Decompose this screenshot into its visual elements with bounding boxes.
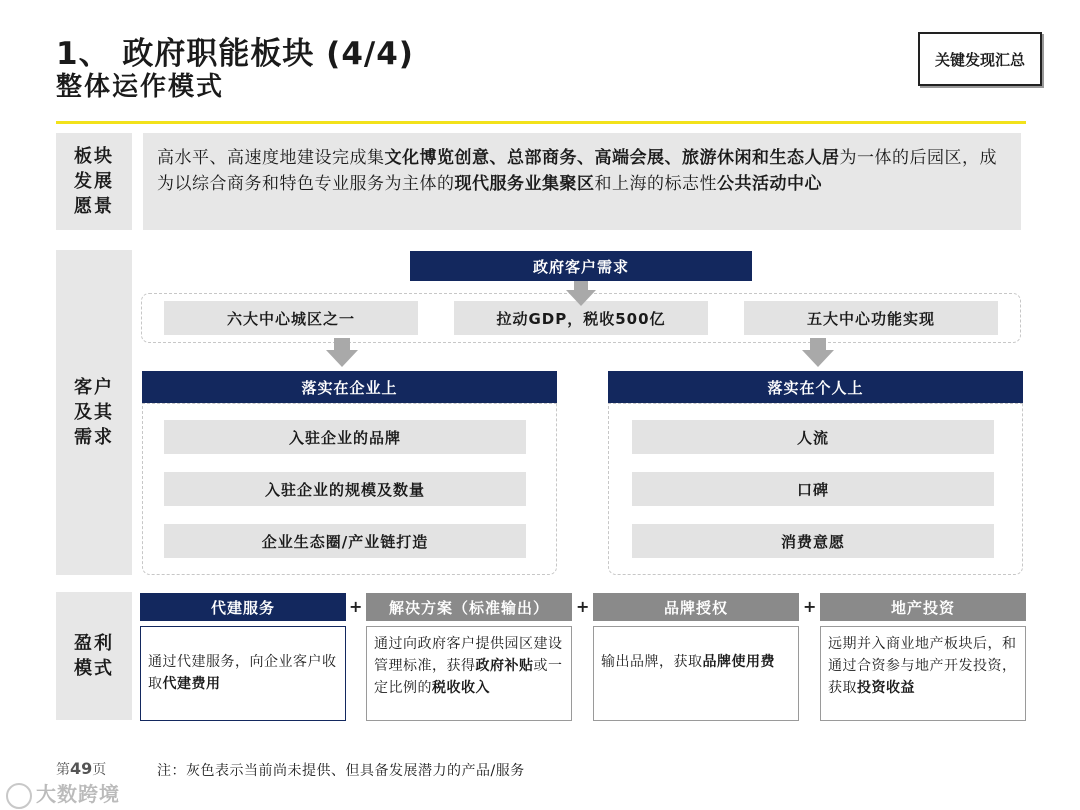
revenue-desc-bold: 政府补贴 xyxy=(475,658,534,674)
plus-sign: + xyxy=(803,597,817,616)
enterprise-item: 入驻企业的规模及数量 xyxy=(164,472,526,506)
vision-text-part: 和上海的标志性 xyxy=(594,174,717,194)
revenue-desc-text: 通过代建服务，向企业客户收取 xyxy=(148,654,337,692)
watermark xyxy=(6,778,120,809)
vision-text-part: 高水平、高速度地建设完成集 xyxy=(157,148,385,168)
individual-item: 人流 xyxy=(632,420,994,454)
revenue-desc-text: 输出品牌，获取 xyxy=(601,654,703,670)
vision-text xyxy=(143,133,1021,230)
revenue-desc-bold: 投资收益 xyxy=(857,680,915,696)
title-divider xyxy=(56,121,1026,124)
customer-label-line: 及其 xyxy=(74,402,114,423)
revenue-desc-bold: 代建费用 xyxy=(162,676,221,692)
page-subtitle: 整体运作模式 xyxy=(56,72,225,102)
revenue-desc-text: 通过向政府客户提供园区建设管理标准，获得 xyxy=(374,636,563,674)
revenue-desc-bold: 税收收入 xyxy=(432,680,490,696)
vision-text-part: 为一体的后园区，成为以综合商务和特色专业服务为主体的 xyxy=(157,148,997,194)
individual-header: 落实在个人上 xyxy=(608,371,1023,403)
vision-text-bold: 公共活动中心 xyxy=(717,174,822,194)
customer-label-line: 客户 xyxy=(74,377,114,398)
need-pill: 拉动GDP，税收500亿 xyxy=(454,301,708,335)
need-pill: 五大中心功能实现 xyxy=(744,301,998,335)
plus-sign: + xyxy=(576,597,590,616)
revenue-desc-solution xyxy=(366,626,572,721)
vision-text-bold: 文化博览创意、总部商务、高端会展、旅游休闲和生态人居 xyxy=(384,148,840,168)
revenue-header-realestate: 地产投资 xyxy=(820,593,1026,621)
vision-label-line: 板块 xyxy=(74,146,114,167)
revenue-label-line: 模式 xyxy=(74,658,114,679)
watermark-logo-icon xyxy=(6,783,32,809)
customer-side-label xyxy=(56,250,132,575)
plus-sign: + xyxy=(349,597,363,616)
revenue-label-line: 盈利 xyxy=(74,633,114,654)
revenue-desc-text: 远期并入商业地产板块后，和通过合资参与地产开发投资，获取 xyxy=(828,636,1017,696)
vision-side-label xyxy=(56,133,132,230)
revenue-desc-bold: 品牌使用费 xyxy=(702,654,775,670)
key-findings-button[interactable]: 关键发现汇总 xyxy=(918,32,1042,86)
revenue-desc-text: 或一定比例的 xyxy=(374,658,563,696)
enterprise-item: 企业生态圈/产业链打造 xyxy=(164,524,526,558)
revenue-side-label xyxy=(56,592,132,720)
vision-label-line: 愿景 xyxy=(74,196,114,217)
vision-label-line: 发展 xyxy=(74,171,114,192)
vision-text-bold: 现代服务业集聚区 xyxy=(454,174,595,194)
revenue-header-construction: 代建服务 xyxy=(140,593,346,621)
revenue-desc-realestate xyxy=(820,626,1026,721)
revenue-desc-brand xyxy=(593,626,799,721)
gov-customer-needs-header: 政府客户需求 xyxy=(410,251,752,281)
page-prefix: 第 xyxy=(56,762,70,778)
revenue-header-solution: 解决方案（标准输出） xyxy=(366,593,572,621)
individual-item: 口碑 xyxy=(632,472,994,506)
revenue-desc-construction xyxy=(140,626,346,721)
revenue-header-brand: 品牌授权 xyxy=(593,593,799,621)
watermark-text: 大数跨境 xyxy=(36,782,120,806)
enterprise-item: 入驻企业的品牌 xyxy=(164,420,526,454)
page-title: 1、 政府职能板块 (4/4) xyxy=(56,36,414,72)
customer-label-line: 需求 xyxy=(74,427,114,448)
page-number xyxy=(56,759,106,779)
enterprise-header: 落实在企业上 xyxy=(142,371,557,403)
footnote: 注：灰色表示当前尚未提供、但具备发展潜力的产品/服务 xyxy=(157,763,525,779)
page-number-value: 49 xyxy=(70,759,93,778)
page-suffix: 页 xyxy=(92,762,107,778)
individual-item: 消费意愿 xyxy=(632,524,994,558)
need-pill: 六大中心城区之一 xyxy=(164,301,418,335)
